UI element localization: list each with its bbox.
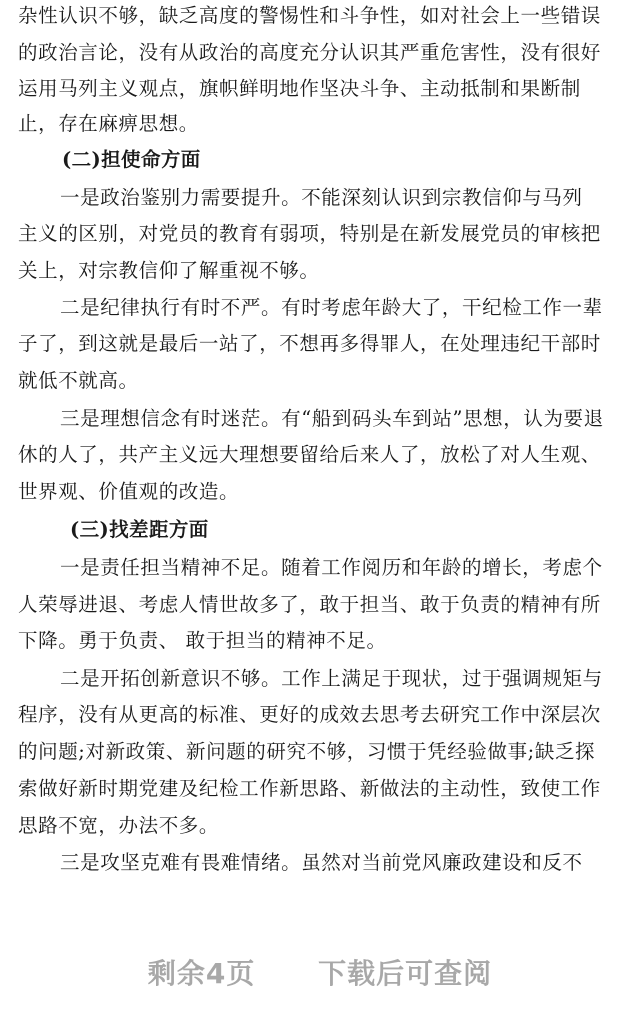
text-line: 下降。勇于负责、 敢于担当的精神不足。 xyxy=(18,629,387,652)
text-line: 一是责任担当精神不足。随着工作阅历和年龄的增长，考虑个 xyxy=(60,556,603,579)
text-line: 子了，到这就是最后一站了，不想再多得罪人，在处理违纪干部时 xyxy=(18,332,601,355)
text-line: 世界观、价值观的改造。 xyxy=(18,480,240,503)
text-line: 的政治言论，没有从政治的高度充分认识其严重危害性，没有很好 xyxy=(18,41,601,64)
text-line: 程序，没有从更高的标准、更好的成效去思考去研究工作中深层次 xyxy=(18,703,601,726)
text-line: 止，存在麻痹思想。 xyxy=(18,112,199,135)
text-line: 就低不就高。 xyxy=(18,369,139,392)
text-line: 运用马列主义观点，旗帜鲜明地作坚决斗争、主动抵制和果断制 xyxy=(18,77,581,100)
section-heading: (三)找差距方面 xyxy=(70,518,209,541)
text-line: 思路不宽，办法不多。 xyxy=(18,814,220,837)
text-line: 三是理想信念有时迷茫。有“船到码头车到站”思想，认为要退 xyxy=(60,407,604,430)
text-line: 杂性认识不够，缺乏高度的警惕性和斗争性，如对社会上一些错误 xyxy=(18,4,601,27)
download-prompt[interactable] xyxy=(0,952,640,992)
text-line: 主义的区别，对党员的教育有弱项，特别是在新发展党员的审核把 xyxy=(18,222,601,245)
download-to-view-label[interactable]: 下载后可查阅 xyxy=(318,957,493,990)
text-line: 关上，对宗教信仰了解重视不够。 xyxy=(18,259,320,282)
text-line: 休的人了，共产主义远大理想要留给后来人了，放松了对人生观、 xyxy=(18,443,601,466)
text-line: 索做好新时期党建及纪检工作新思路、新做法的主动性，致使工作 xyxy=(18,777,601,800)
text-line: 人荣辱进退、考虑人情世故多了，敢于担当、敢于负责的精神有所 xyxy=(18,593,601,616)
text-line: 一是政治鉴别力需要提升。不能深刻认识到宗教信仰与马列 xyxy=(60,186,583,209)
text-line: 的问题;对新政策、新问题的研究不够，习惯于凭经验做事;缺乏探 xyxy=(18,740,596,763)
text-line: 二是纪律执行有时不严。有时考虑年龄大了，干纪检工作一辈 xyxy=(60,296,603,319)
section-heading: (二)担使命方面 xyxy=(62,148,201,171)
text-line: 二是开拓创新意识不够。工作上满足于现状，过于强调规矩与 xyxy=(60,667,603,690)
remaining-pages-label: 剩余4页 xyxy=(147,957,256,990)
text-line: 三是攻坚克难有畏难情绪。虽然对当前党风廉政建设和反不 xyxy=(60,851,583,874)
